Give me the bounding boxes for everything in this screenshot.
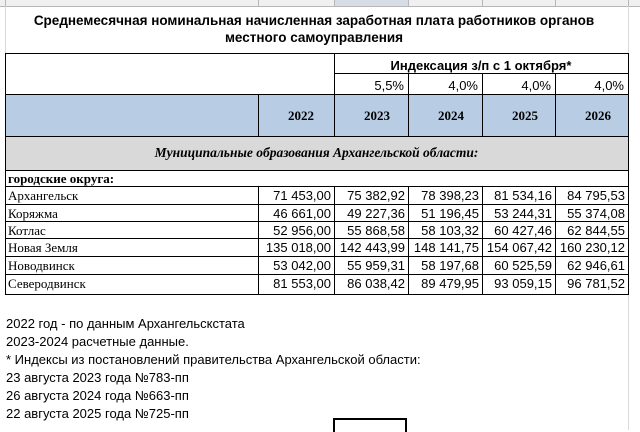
- table-border: [5, 274, 628, 275]
- cell-arkhangelsk-2022[interactable]: 71 453,00: [273, 188, 331, 203]
- table-border: [5, 294, 628, 295]
- cell-novaya-zemlya-2024[interactable]: 148 141,75: [413, 240, 479, 255]
- year-2025: 2025: [512, 108, 538, 123]
- note-line-6: 22 августа 2025 года №725-пп: [6, 406, 189, 421]
- column-separator: [334, 0, 335, 6]
- rate-2026: 4,0%: [594, 78, 624, 93]
- year-2026: 2026: [585, 108, 611, 123]
- cell-severodvinsk-2024[interactable]: 89 479,95: [421, 276, 479, 291]
- cell-kotlas-2026[interactable]: 62 844,55: [567, 223, 625, 238]
- cell-arkhangelsk-2024[interactable]: 78 398,23: [421, 188, 479, 203]
- section-label: городские округа:: [8, 171, 115, 186]
- table-border: [555, 186, 556, 295]
- row-name-kotlas: Котлас: [8, 223, 46, 238]
- cell-novaya-zemlya-2023[interactable]: 142 443,99: [339, 240, 405, 255]
- note-line-5: 26 августа 2024 года №663-пп: [6, 388, 189, 403]
- title-line-2: местного самоуправления: [224, 30, 404, 45]
- row-name-novaya-zemlya: Новая Земля: [8, 240, 78, 255]
- year-2023: 2023: [364, 108, 390, 123]
- cell-novaya-zemlya-2026[interactable]: 160 230,12: [559, 240, 625, 255]
- cell-koryazhma-2022[interactable]: 46 661,00: [273, 206, 331, 221]
- selected-column-header[interactable]: [334, 0, 408, 6]
- cell-novaya-zemlya-2025[interactable]: 154 067,42: [486, 240, 552, 255]
- note-line-3: * Индексы из постановлений правительства Архангельской области:: [6, 352, 421, 367]
- cell-kotlas-2024[interactable]: 58 103,32: [421, 223, 479, 238]
- rate-2025: 4,0%: [521, 78, 551, 93]
- table-border: [258, 94, 259, 137]
- table-border: [408, 186, 409, 295]
- cell-kotlas-2023[interactable]: 55 868,58: [347, 223, 405, 238]
- page-title: [0, 12, 628, 46]
- cell-koryazhma-2026[interactable]: 55 374,08: [567, 206, 625, 221]
- table-border: [5, 94, 628, 95]
- row-name-koryazhma: Коряжма: [8, 206, 58, 221]
- cell-kotlas-2022[interactable]: 52 956,00: [273, 223, 331, 238]
- rate-2024: 4,0%: [448, 78, 478, 93]
- cell-arkhangelsk-2023[interactable]: 75 382,92: [347, 188, 405, 203]
- cell-koryazhma-2024[interactable]: 51 196,45: [421, 206, 479, 221]
- column-separator: [482, 0, 483, 6]
- row-name-arkhangelsk: Архангельск: [8, 188, 79, 203]
- table-border: [5, 170, 628, 171]
- cell-kotlas-2025[interactable]: 60 427,46: [494, 223, 552, 238]
- table-border: [334, 53, 335, 137]
- cell-novodvinsk-2022[interactable]: 53 042,00: [273, 258, 331, 273]
- cell-arkhangelsk-2025[interactable]: 81 534,16: [494, 188, 552, 203]
- note-line-2: 2023-2024 расчетные данные.: [6, 334, 189, 349]
- table-border: [5, 204, 628, 205]
- table-border: [482, 73, 483, 137]
- row-name-novodvinsk: Новодвинск: [8, 258, 75, 273]
- column-separator: [555, 0, 556, 6]
- title-line-1: Среднемесячная номинальная начисленная заработная плата работников органов: [33, 13, 595, 28]
- indexation-label: Индексация з/п с 1 октября*: [390, 58, 572, 73]
- cell-koryazhma-2023[interactable]: 49 227,36: [347, 206, 405, 221]
- municipalities-header: Муниципальные образования Архангельской области:: [154, 145, 479, 160]
- cell-severodvinsk-2022[interactable]: 81 553,00: [273, 276, 331, 291]
- row-name-severodvinsk: Северодвинск: [8, 276, 86, 291]
- cell-koryazhma-2025[interactable]: 53 244,31: [494, 206, 552, 221]
- table-border: [5, 53, 6, 295]
- table-border: [334, 186, 335, 295]
- note-line-4: 23 августа 2023 года №783-пп: [6, 370, 189, 385]
- table-border: [5, 221, 628, 222]
- column-separator: [258, 0, 259, 6]
- table-border: [628, 53, 629, 295]
- year-2024: 2024: [438, 108, 464, 123]
- table-border: [555, 73, 556, 137]
- table-border: [5, 256, 628, 257]
- table-border: [482, 186, 483, 295]
- cell-novodvinsk-2025[interactable]: 60 525,59: [494, 258, 552, 273]
- cell-novodvinsk-2024[interactable]: 58 197,68: [421, 258, 479, 273]
- table-border: [334, 73, 628, 74]
- cell-severodvinsk-2023[interactable]: 86 038,42: [347, 276, 405, 291]
- cell-novodvinsk-2026[interactable]: 62 946,61: [567, 258, 625, 273]
- rate-2023: 5,5%: [374, 78, 404, 93]
- table-border: [5, 53, 628, 54]
- column-header-bar[interactable]: [0, 0, 640, 7]
- cell-severodvinsk-2025[interactable]: 93 059,15: [494, 276, 552, 291]
- cell-novaya-zemlya-2022[interactable]: 135 018,00: [265, 240, 331, 255]
- year-2022: 2022: [288, 108, 314, 123]
- table-border: [5, 136, 628, 137]
- column-separator: [408, 0, 409, 6]
- table-border: [258, 186, 259, 295]
- table-border: [408, 73, 409, 137]
- note-line-1: 2022 год - по данным Архангельскстата: [6, 316, 245, 331]
- table-border: [5, 186, 628, 187]
- table-border: [5, 238, 628, 239]
- cell-novodvinsk-2023[interactable]: 55 959,31: [347, 258, 405, 273]
- cell-arkhangelsk-2026[interactable]: 84 795,53: [567, 188, 625, 203]
- cell-severodvinsk-2026[interactable]: 96 781,52: [567, 276, 625, 291]
